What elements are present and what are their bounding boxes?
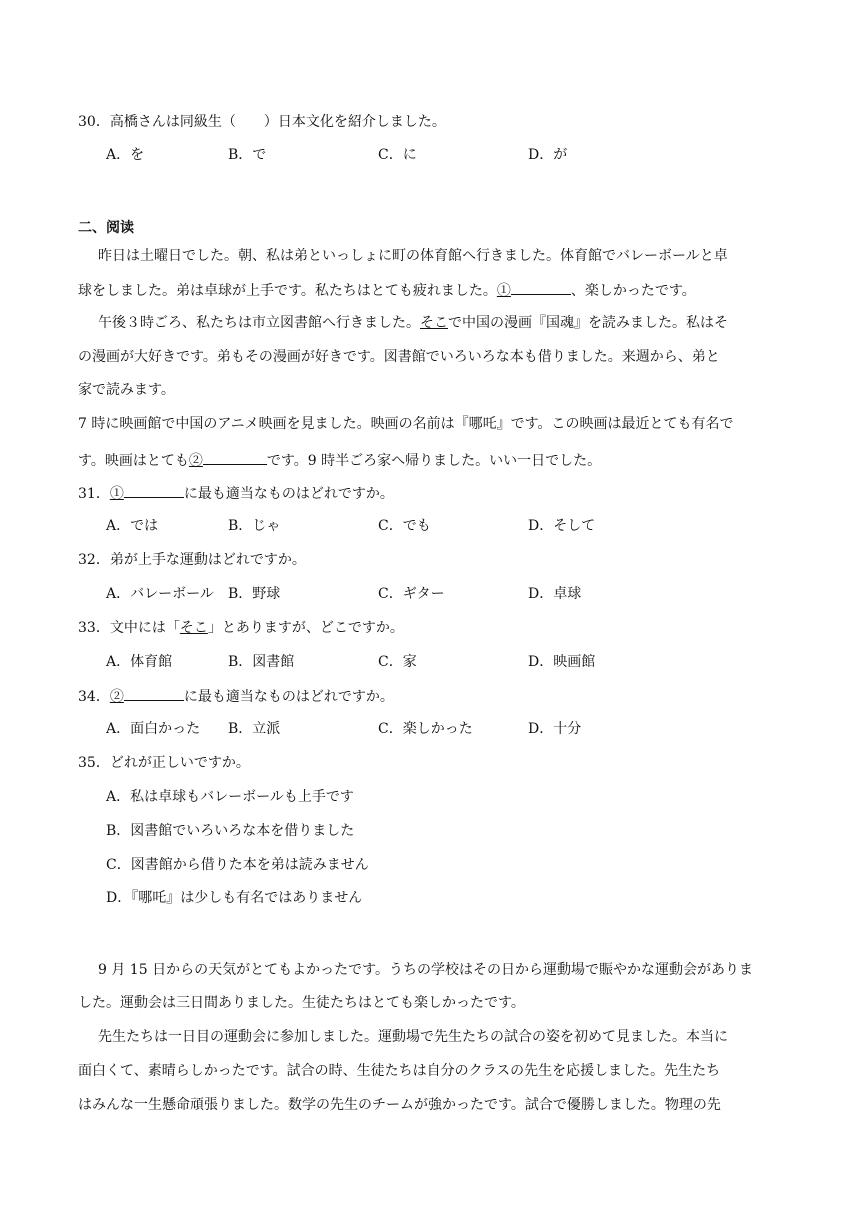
passage1-line-5: 家で読みます。 [78, 382, 175, 398]
q33-option-d: D．映画館 [528, 654, 596, 670]
blank-2 [203, 450, 267, 465]
passage1-line-6: 7 時に映画館で中国のアニメ映画を見ました。映画の名前は『哪吒』です。この映画は最近とても有名で [78, 416, 734, 432]
blank-2-marker: ② [188, 453, 203, 469]
q33-option-a: A．体育館 [106, 654, 173, 670]
passage2-line-5: はみんな一生懸命頑張りました。数学の先生のチームが強かったです。試合で優勝しました。物理の先 [78, 1097, 721, 1113]
q31-option-d: D．そして [528, 518, 596, 534]
q34-option-b: B．立派 [228, 721, 281, 737]
soko-underlined: そこ [420, 315, 448, 331]
q35-stem: 35．どれが正しいですか。 [78, 755, 250, 771]
q30-option-a: A．を [106, 147, 145, 163]
passage2-line-3: 先生たちは一日目の運動会に参加しました。運動場で先生たちの試合の姿を初めて見ました。本当に [98, 1029, 728, 1045]
q30-option-b: B．で [228, 147, 267, 163]
section-title: 二、阅读 [78, 220, 134, 236]
q34-option-c: C．楽しかった [378, 721, 473, 737]
q31-stem: 31．① に最も適当なものはどれですか。 [78, 483, 394, 504]
q32-stem: 32．弟が上手な運動はどれですか。 [78, 552, 306, 568]
q32-option-a: A．バレーボール [106, 586, 214, 602]
q30-option-d: D．が [528, 147, 568, 163]
passage1-line-1: 昨日は土曜日でした。朝、私は弟といっしょに町の体育館へ行きました。体育館でバレーボールと卓 [98, 248, 728, 264]
q31-option-b: B．じゃ [228, 518, 281, 534]
q30-stem: 30．高橋さんは同級生（ ）日本文化を紹介しました。 [78, 114, 446, 130]
passage2-line-1: 9 月 15 日からの天気がとてもよかったです。うちの学校はその日から運動場で賑やかな運動会がありま [98, 962, 753, 978]
q35-option-b: B．図書館でいろいろな本を借りました [106, 823, 355, 839]
passage1-line-7: す。映画はとても② です。9 時半ごろ家へ帰りました。いい一日でした。 [78, 450, 601, 471]
q31-option-c: C．でも [378, 518, 431, 534]
q34-option-d: D．十分 [528, 721, 582, 737]
q35-option-d: D．『哪吒』は少しも有名ではありません [106, 890, 363, 906]
q33-option-b: B．図書館 [228, 654, 295, 670]
q32-option-c: C．ギター [378, 586, 445, 602]
blank-1-marker: ① [496, 283, 511, 299]
passage1-line-4: の漫画が大好きです。弟もその漫画が好きです。図書館でいろいろな本も借りました。来週から、弟と [78, 349, 720, 365]
q35-option-c: C．図書館から借りた本を弟は読みません [106, 857, 369, 873]
q31-option-a: A．では [106, 518, 159, 534]
passage2-line-4: 面白くて、素晴らしかったです。試合の時、生徒たちは自分のクラスの先生を応援しました。先生たち [78, 1063, 721, 1079]
q32-option-b: B．野球 [228, 586, 281, 602]
blank-1 [511, 280, 571, 295]
q33-option-c: C．家 [378, 654, 417, 670]
passage2-line-2: した。運動会は三日間ありました。生徒たちはとても楽しかったです。 [78, 995, 525, 1011]
q35-option-a: A．私は卓球もバレーボールも上手です [106, 789, 354, 805]
q33-stem: 33．文中には「そこ」とありますが、どこですか。 [78, 620, 404, 636]
q32-option-d: D．卓球 [528, 586, 582, 602]
q30-option-c: C．に [378, 147, 417, 163]
passage1-line-2: 球をしました。弟は卓球が上手です。私たちはとても疲れました。① 、楽しかったです。 [78, 280, 696, 301]
q34-stem: 34．② に最も適当なものはどれですか。 [78, 686, 394, 707]
q34-option-a: A．面白かった [106, 721, 201, 737]
passage1-line-3: 午後３時ごろ、私たちは市立図書館へ行きました。そこで中国の漫画『国魂』を読みました。私はそ [98, 315, 728, 331]
